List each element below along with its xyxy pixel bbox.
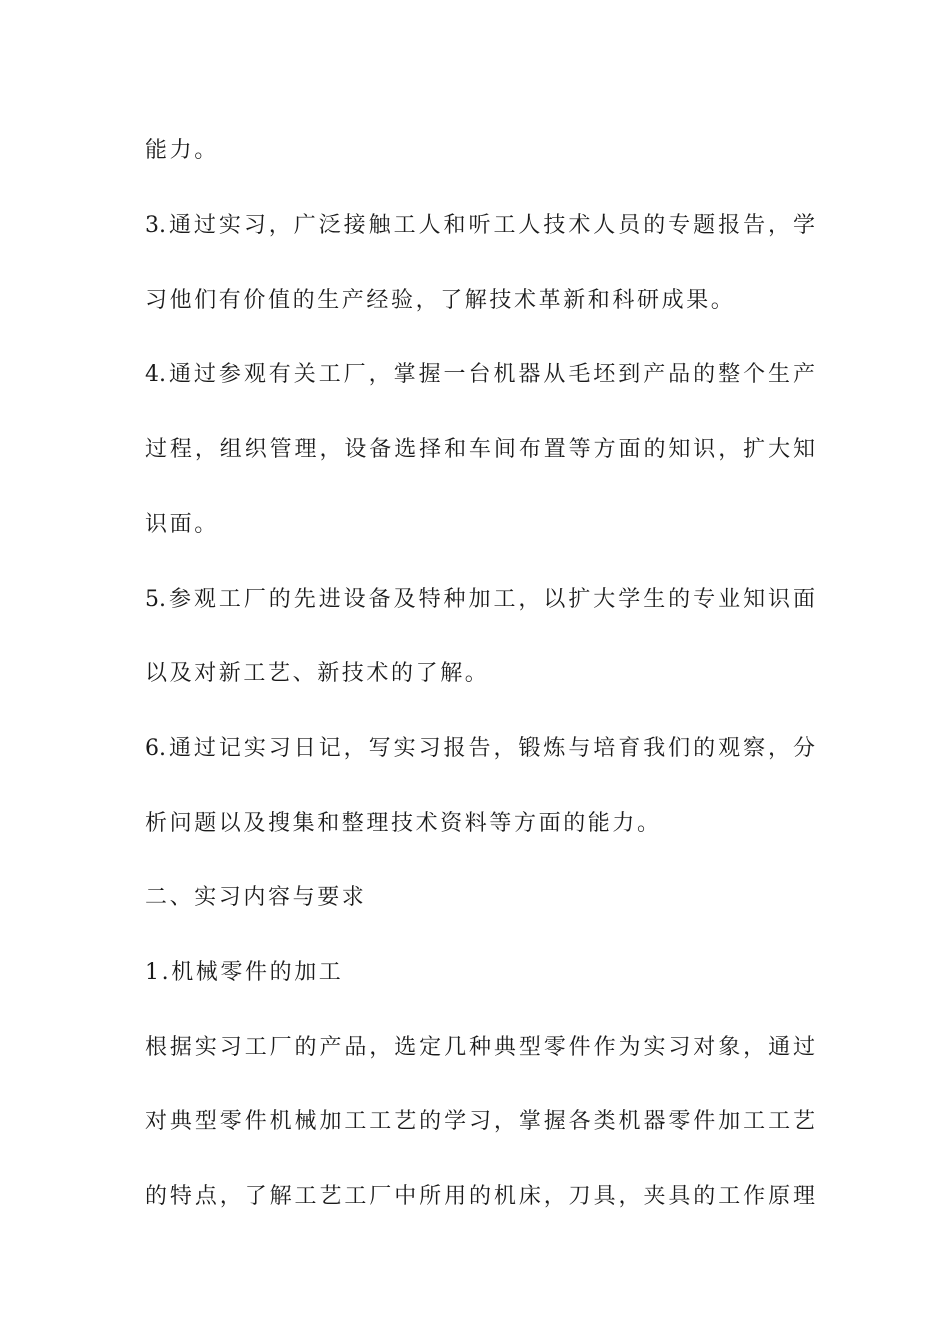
text-line-2: 3.通过实习，广泛接触工人和听工人技术人员的专题报告，学 <box>145 213 815 238</box>
text-line-7: 5.参观工厂的先进设备及特种加工，以扩大学生的专业知识面 <box>145 587 815 612</box>
text-line-15: 的特点，了解工艺工厂中所用的机床，刀具，夹具的工作原理 <box>145 1184 815 1209</box>
text-line-6: 识面。 <box>145 512 219 537</box>
text-line-14: 对典型零件机械加工工艺的学习，掌握各类机器零件加工工艺 <box>145 1109 815 1134</box>
text-line-9: 6.通过记实习日记，写实习报告，锻炼与培育我们的观察，分 <box>145 736 815 761</box>
text-line-4: 4.通过参观有关工厂，掌握一台机器从毛坯到产品的整个生产 <box>145 362 815 387</box>
subsection-heading: 1.机械零件的加工 <box>145 960 344 985</box>
section-heading: 二、实习内容与要求 <box>145 885 367 910</box>
text-line-10: 析问题以及搜集和整理技术资料等方面的能力。 <box>145 811 662 836</box>
text-line-1: 能力。 <box>145 138 219 163</box>
text-line-5: 过程，组织管理，设备选择和车间布置等方面的知识，扩大知 <box>145 437 815 462</box>
text-line-3: 习他们有价值的生产经验，了解技术革新和科研成果。 <box>145 288 736 313</box>
text-line-8: 以及对新工艺、新技术的了解。 <box>145 661 490 686</box>
text-line-13: 根据实习工厂的产品，选定几种典型零件作为实习对象，通过 <box>145 1035 815 1060</box>
